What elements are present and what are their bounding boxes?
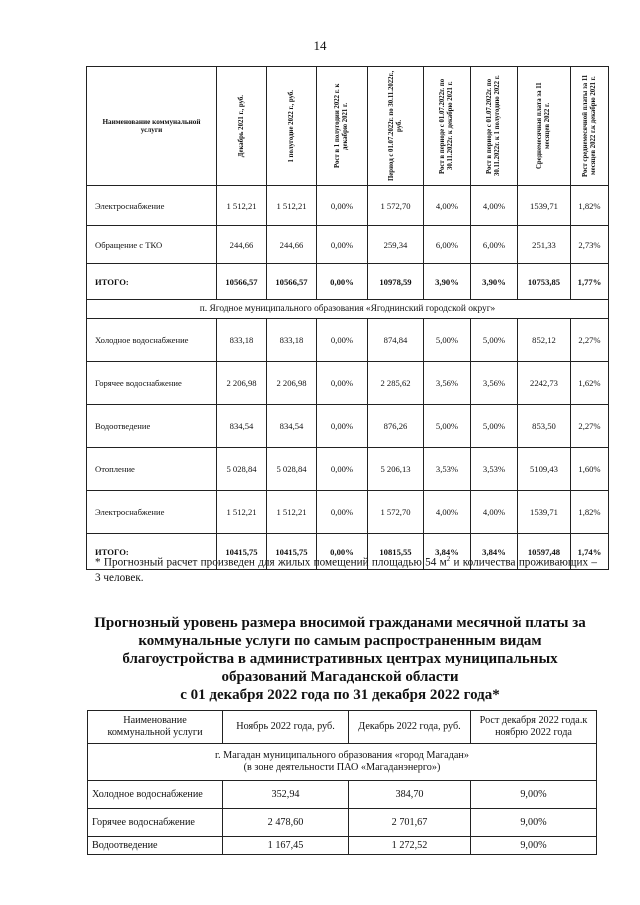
cell: 834,54: [267, 405, 317, 448]
table-row: [87, 405, 609, 448]
cell: 1 512,21: [267, 186, 317, 226]
column-header: Рост в периоде с 01.07.2022г. по 30.11.2022г. к декабрю 2021 г.: [424, 67, 471, 186]
cell: Водоотведение: [87, 405, 217, 448]
column-header: Декабрь 2021 г., руб.: [217, 67, 267, 186]
cell: 0,00%: [317, 448, 368, 491]
cell: 852,12: [518, 319, 571, 362]
cell: 3,84%: [424, 534, 471, 570]
cell: 2242,73: [518, 362, 571, 405]
cell: 833,18: [267, 319, 317, 362]
cell: 251,33: [518, 226, 571, 264]
table-row: [87, 362, 609, 405]
cell: 10566,57: [217, 264, 267, 300]
section-title: п. Ягодное муниципального образования «Ягоднинский городской округ»: [87, 300, 609, 319]
cell: 0,00%: [317, 491, 368, 534]
column-header: Рост в периоде с 01.07.2022г. по 30.11.2022г. к 1 полугодию 2022 г.: [471, 67, 518, 186]
cell: 3,53%: [471, 448, 518, 491]
cell: ИТОГО:: [87, 534, 217, 570]
heading-line: с 01 декабря 2022 года по 31 декабря 2022 года*: [180, 687, 500, 703]
cell: 833,18: [217, 319, 267, 362]
cell: 5,00%: [471, 405, 518, 448]
cell: 1,77%: [571, 264, 609, 300]
cell: 5 028,84: [217, 448, 267, 491]
cell: 244,66: [217, 226, 267, 264]
cell: 1 272,52: [349, 837, 471, 855]
cell: 352,94: [223, 781, 349, 809]
section-row: [88, 744, 597, 781]
cell: 259,34: [368, 226, 424, 264]
cell: 0,00%: [317, 362, 368, 405]
footnote-superscript: 2: [446, 555, 451, 563]
cell: 6,00%: [424, 226, 471, 264]
cell: 3,90%: [424, 264, 471, 300]
cell: 4,00%: [471, 491, 518, 534]
table-row: [87, 226, 609, 264]
cell: 2,27%: [571, 319, 609, 362]
cell: 9,00%: [471, 781, 597, 809]
section-title: г. Магадан муниципального образования «город Магадан» (в зоне деятельности ПАО «Магаданэнерго»): [88, 744, 597, 781]
cell: 2 478,60: [223, 809, 349, 837]
cell: 0,00%: [317, 264, 368, 300]
cell: 0,00%: [317, 319, 368, 362]
cell: 0,00%: [317, 226, 368, 264]
column-header: Рост в 1 полугодии 2022 г. к декабрю 2021 г.: [317, 67, 368, 186]
cell: 4,00%: [424, 491, 471, 534]
cell: 10597,48: [518, 534, 571, 570]
cell: Горячее водоснабжение: [88, 809, 223, 837]
cell: 3,53%: [424, 448, 471, 491]
cell: 0,00%: [317, 534, 368, 570]
cell: 1539,71: [518, 186, 571, 226]
cell: Холодное водоснабжение: [87, 319, 217, 362]
cell: 9,00%: [471, 809, 597, 837]
table-row: [87, 319, 609, 362]
cell: 874,84: [368, 319, 424, 362]
table-row: [88, 809, 597, 837]
cell: 5,00%: [424, 319, 471, 362]
cell: Обращение с ТКО: [87, 226, 217, 264]
heading-line: образований Магаданской области: [221, 669, 459, 685]
table-row: [88, 837, 597, 855]
cell: 2 206,98: [217, 362, 267, 405]
column-header: Декабрь 2022 года, руб.: [349, 711, 471, 744]
cell: ИТОГО:: [87, 264, 217, 300]
column-header: Наименование коммунальной услуги: [87, 67, 217, 186]
cell: 4,00%: [424, 186, 471, 226]
cell: Отопление: [87, 448, 217, 491]
cell: 10815,55: [368, 534, 424, 570]
column-header: Период с 01.07.2022г. по 30.11.2022г., руб.: [368, 67, 424, 186]
cell: 10415,75: [217, 534, 267, 570]
cell: 1 167,45: [223, 837, 349, 855]
table-row: [87, 448, 609, 491]
section-row: [87, 300, 609, 319]
cell: 1 512,21: [267, 491, 317, 534]
cell: 853,50: [518, 405, 571, 448]
cell: 1,60%: [571, 448, 609, 491]
cell: 1539,71: [518, 491, 571, 534]
column-header: Рост среднемесячной платы за 11 месяцев 2022 г.к декабрю 2021 г.: [571, 67, 609, 186]
cell: 5,00%: [424, 405, 471, 448]
column-header: Рост декабря 2022 года.к ноябрю 2022 года: [471, 711, 597, 744]
cell: 6,00%: [471, 226, 518, 264]
cell: 384,70: [349, 781, 471, 809]
cell: 2 701,67: [349, 809, 471, 837]
cell: 9,00%: [471, 837, 597, 855]
column-header: Среднемесячная плата за 11 месяцев 2022 г.: [518, 67, 571, 186]
cell: 1 512,21: [217, 186, 267, 226]
column-header: Наименование коммунальной услуги: [88, 711, 223, 744]
section-heading: [80, 614, 600, 704]
cell: 2 285,62: [368, 362, 424, 405]
total-row: [87, 264, 609, 300]
cell: 3,56%: [471, 362, 518, 405]
cell: 5109,43: [518, 448, 571, 491]
table-header-row: [88, 711, 597, 744]
table-header-row: [87, 67, 609, 186]
cell: Водоотведение: [88, 837, 223, 855]
cell: Электроснабжение: [87, 186, 217, 226]
footnote: * Прогнозный расчет произведен для жилых помещений площадью 54 $м^2$ и количества проживающих – 3 человек.: [95, 555, 597, 584]
cell: 0,00%: [317, 405, 368, 448]
cell: 1 572,70: [368, 491, 424, 534]
table-row: [88, 781, 597, 809]
cell: 2,27%: [571, 405, 609, 448]
cell: 0,00%: [317, 186, 368, 226]
column-header: Ноябрь 2022 года, руб.: [223, 711, 349, 744]
column-header: 1 полугодие 2022 г., руб.: [267, 67, 317, 186]
cell: 2 206,98: [267, 362, 317, 405]
table-row: [87, 491, 609, 534]
heading-line: благоустройства в административных центрах муниципальных: [122, 651, 558, 667]
cell: 10753,85: [518, 264, 571, 300]
table-row: [87, 186, 609, 226]
heading-line: коммунальные услуги по самым распространенным видам: [138, 633, 542, 649]
cell: 5 028,84: [267, 448, 317, 491]
cell: 1,82%: [571, 186, 609, 226]
cell: 1,82%: [571, 491, 609, 534]
cell: 3,90%: [471, 264, 518, 300]
cell: 876,26: [368, 405, 424, 448]
cell: 834,54: [217, 405, 267, 448]
cell: 1 572,70: [368, 186, 424, 226]
page-number: 14: [313, 38, 327, 53]
cell: Холодное водоснабжение: [88, 781, 223, 809]
cell: 3,56%: [424, 362, 471, 405]
cell: 3,84%: [471, 534, 518, 570]
cell: 1,74%: [571, 534, 609, 570]
cell: Электроснабжение: [87, 491, 217, 534]
cell: 2,73%: [571, 226, 609, 264]
cell: Горячее водоснабжение: [87, 362, 217, 405]
heading-line: Прогнозный уровень размера вносимой гражданами месячной платы за: [94, 615, 586, 631]
cell: 244,66: [267, 226, 317, 264]
cell: 5 206,13: [368, 448, 424, 491]
cell: 1,62%: [571, 362, 609, 405]
cell: 10566,57: [267, 264, 317, 300]
cell: 5,00%: [471, 319, 518, 362]
cell: 10415,75: [267, 534, 317, 570]
cell: 1 512,21: [217, 491, 267, 534]
cell: 10978,59: [368, 264, 424, 300]
cell: 4,00%: [471, 186, 518, 226]
tariff-table-bottom: [87, 710, 597, 855]
tariff-table-top: [86, 66, 609, 570]
